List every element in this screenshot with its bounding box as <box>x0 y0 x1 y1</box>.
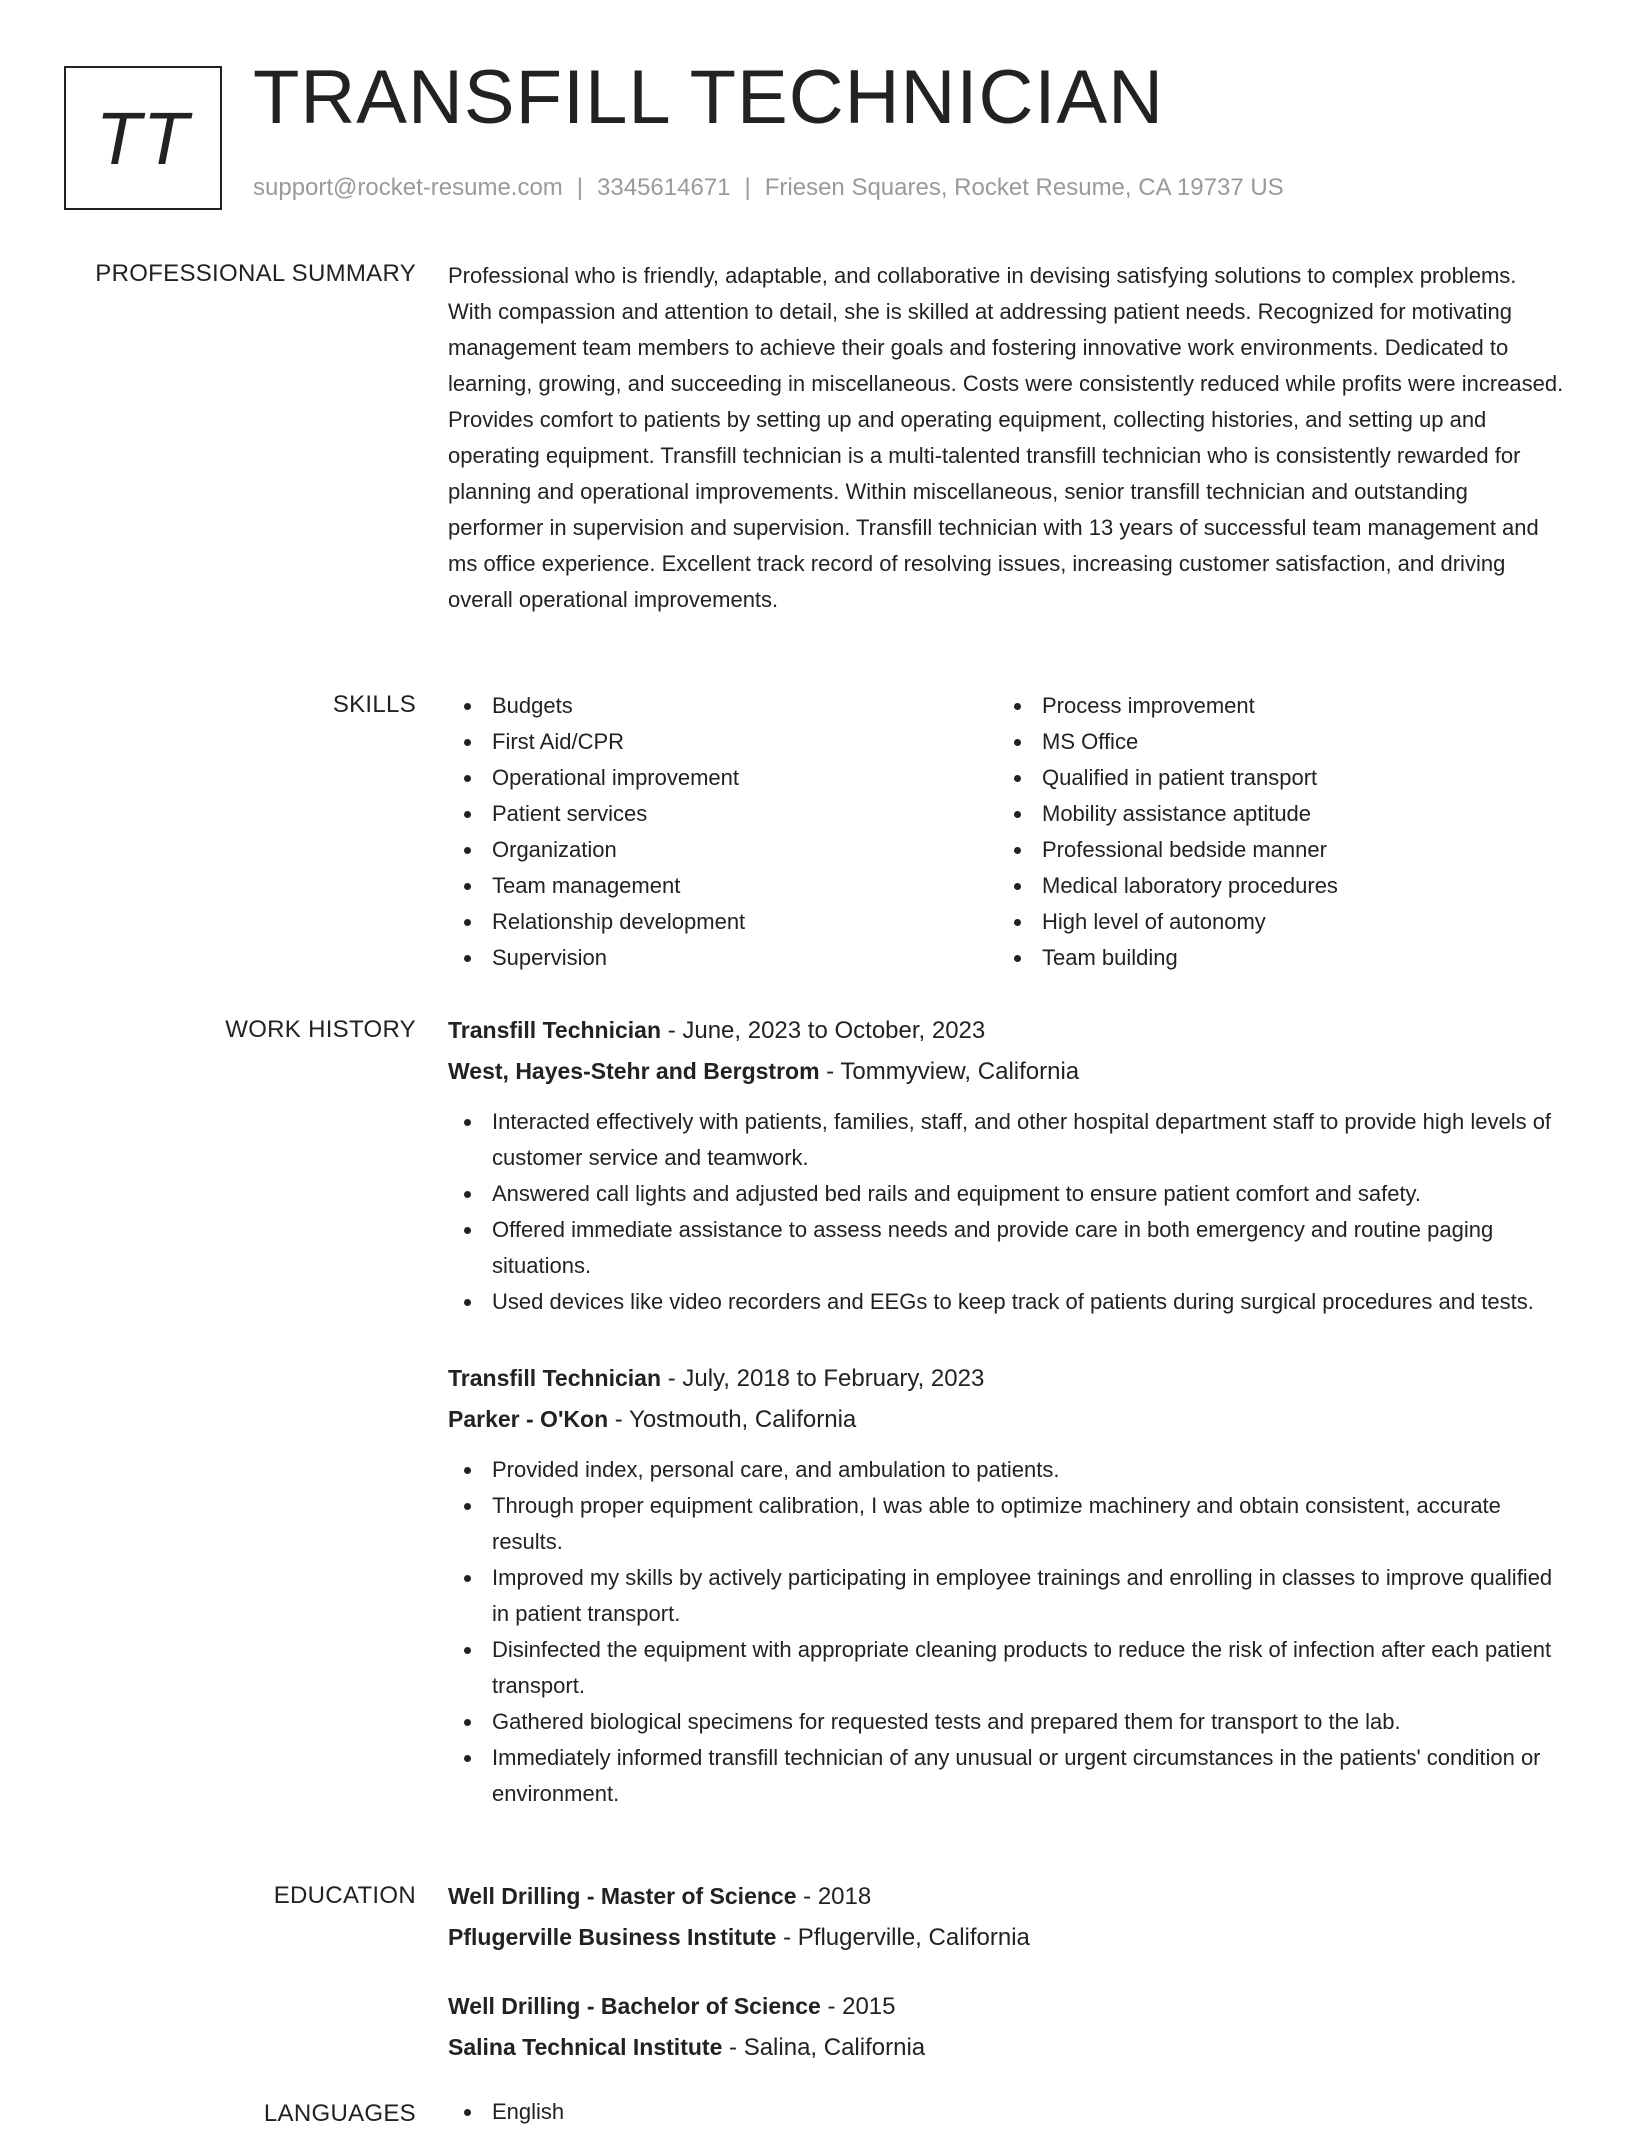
job-bullet: Answered call lights and adjusted bed rails and equipment to ensure patient comfort and safety. <box>448 1176 1566 1212</box>
job-bullet: Interacted effectively with patients, families, staff, and other hospital department staff to provide high levels of customer service and teamwork. <box>448 1104 1566 1176</box>
education-year: - 2018 <box>796 1883 872 1910</box>
contact-line <box>253 174 1284 202</box>
job-location: - Tommyview, California <box>819 1058 1080 1085</box>
skill-item: Budgets <box>448 688 998 724</box>
job-dates: - June, 2023 to October, 2023 <box>661 1017 986 1044</box>
section-label-skills: SKILLS <box>332 691 416 718</box>
job-company-line <box>448 1051 1566 1092</box>
contact-email: support@rocket-resume.com <box>253 174 563 201</box>
education-degree: Well Drilling - Master of Science <box>448 1883 797 1909</box>
job-bullet: Used devices like video recorders and EEGs to keep track of patients during surgical procedures and tests. <box>448 1284 1566 1320</box>
summary-body <box>448 258 1566 618</box>
job-bullets <box>448 1104 1566 1320</box>
skill-item: Mobility assistance aptitude <box>998 796 1548 832</box>
job-bullet: Gathered biological specimens for requested tests and prepared them for transport to the lab. <box>448 1704 1566 1740</box>
skill-item: Medical laboratory procedures <box>998 868 1548 904</box>
education-location: - Pflugerville, California <box>776 1924 1030 1951</box>
job-company-line <box>448 1399 1566 1440</box>
job-company: Parker - O'Kon <box>448 1406 609 1432</box>
job-bullets <box>448 1452 1566 1812</box>
job-bullet: Improved my skills by actively participating in employee trainings and enrolling in classes to improve qualified in patient transport. <box>448 1560 1566 1632</box>
skill-item: Process improvement <box>998 688 1548 724</box>
skill-item: Team management <box>448 868 998 904</box>
education-entry <box>448 1876 1566 1958</box>
section-label-education: EDUCATION <box>273 1882 416 1909</box>
job-title-line <box>448 1358 1566 1399</box>
skills-list-right <box>998 688 1548 976</box>
contact-address: Friesen Squares, Rocket Resume, CA 19737 US <box>764 174 1284 201</box>
skill-item: Qualified in patient transport <box>998 760 1548 796</box>
job-bullet: Disinfected the equipment with appropriate cleaning products to reduce the risk of infection after each patient transport. <box>448 1632 1566 1704</box>
job-bullet: Through proper equipment calibration, I was able to optimize machinery and obtain consistent, accurate results. <box>448 1488 1566 1560</box>
job-dates: - July, 2018 to February, 2023 <box>661 1365 985 1392</box>
job-title: Transfill Technician <box>448 1365 662 1391</box>
job-title-line <box>448 1010 1566 1051</box>
resume-name: TRANSFILL TECHNICIAN <box>253 55 1165 140</box>
skill-item: High level of autonomy <box>998 904 1548 940</box>
summary-text: Professional who is friendly, adaptable, and collaborative in devising satisfying solutions to complex problems. With compassion and attention to detail, she is skilled at addressing patient needs. Recognized for motivating management team members to achieve their goals and fostering innovative work environments. Dedicated to learning, growing, and succeeding in miscellaneous. Costs were consistently reduced while profits were increased. Provides comfort to patients by setting up and operating equipment, collecting histories, and setting up and operating equipment. Transfill technician is a multi-talented transfill technician who is consistently rewarded for planning and operational improvements. Within miscellaneous, senior transfill technician and outstanding performer in supervision and supervision. Transfill technician with 13 years of successful team management and ms office experience. Excellent track record of resolving issues, increasing customer satisfaction, and driving overall operational improvements. <box>448 263 1564 612</box>
contact-phone: 3345614671 <box>597 174 731 201</box>
section-label-summary: PROFESSIONAL SUMMARY <box>95 260 416 287</box>
job-company: West, Hayes-Stehr and Bergstrom <box>448 1058 820 1084</box>
education-body <box>448 1876 1566 2096</box>
education-degree-line <box>448 1986 1566 2027</box>
skill-item: Operational improvement <box>448 760 998 796</box>
education-year: - 2015 <box>820 1993 896 2020</box>
contact-separator: | <box>576 174 584 201</box>
section-label-work-history: WORK HISTORY <box>225 1016 416 1043</box>
skill-item: Supervision <box>448 940 998 976</box>
monogram-box: TT <box>64 66 222 210</box>
education-school: Pflugerville Business Institute <box>448 1924 777 1950</box>
contact-separator: | <box>744 174 751 201</box>
skill-item: Organization <box>448 832 998 868</box>
section-label-languages: LANGUAGES <box>263 2100 416 2127</box>
education-location: - Salina, California <box>722 2034 926 2061</box>
languages-body <box>448 2094 1566 2130</box>
skills-list-left <box>448 688 998 976</box>
language-item: English <box>448 2094 1566 2130</box>
education-degree: Well Drilling - Bachelor of Science <box>448 1993 821 2019</box>
job-bullet: Provided index, personal care, and ambulation to patients. <box>448 1452 1566 1488</box>
job-entry <box>448 1010 1566 1320</box>
job-bullet: Offered immediate assistance to assess needs and provide care in both emergency and routine paging situations. <box>448 1212 1566 1284</box>
skill-item: MS Office <box>998 724 1548 760</box>
job-entry <box>448 1358 1566 1812</box>
skills-body <box>448 688 1566 976</box>
education-school-line <box>448 2027 1566 2068</box>
languages-list <box>448 2094 1566 2130</box>
education-entry <box>448 1986 1566 2068</box>
skill-item: Relationship development <box>448 904 998 940</box>
education-school-line <box>448 1917 1566 1958</box>
skill-item: Professional bedside manner <box>998 832 1548 868</box>
education-school: Salina Technical Institute <box>448 2034 723 2060</box>
work-history-body <box>448 1010 1566 1850</box>
job-bullet: Immediately informed transfill technician of any unusual or urgent circumstances in the patients' condition or environment. <box>448 1740 1566 1812</box>
skill-item: Team building <box>998 940 1548 976</box>
skill-item: Patient services <box>448 796 998 832</box>
education-degree-line <box>448 1876 1566 1917</box>
job-title: Transfill Technician <box>448 1017 662 1043</box>
job-location: - Yostmouth, California <box>608 1406 857 1433</box>
skill-item: First Aid/CPR <box>448 724 998 760</box>
